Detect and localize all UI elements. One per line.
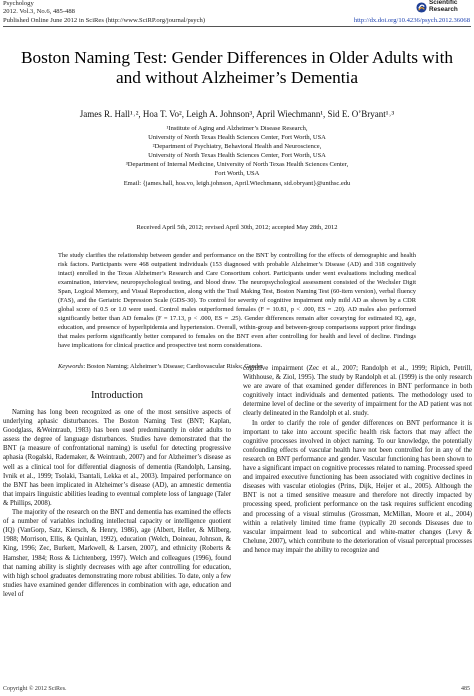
abstract (58, 251, 416, 351)
affiliation-line: Fort Worth, USA (214, 170, 260, 178)
affiliation-line: ²Department of Psychiatry, Behavioral Health and Neuroscience, (152, 143, 322, 151)
affiliation-line: ³Department of Internal Medicine, University of North Texas Health Sciences Center, (125, 161, 349, 169)
published-line: Published Online June 2012 in SciRes (http://www.SciRP.org/journal/psych) (3, 16, 206, 24)
abstract-text: The study clarifies the relationship between gender and performance on the BNT by controlling for the effects of demographic and health risk factors. Participants were 468 outpatient individuals (153 diagnosed with probable Alzheimer’s Disease (AD) and 318 cognitively intact) enrolled in the Texas Alzheimer’s Research and Care Consortium cohort. Participants under went evaluations including medical examination, interview, neuropsychological testing, and blood draw. The neuropsychological assessment consisted of the Wechsler Digit Span, Logical Memory, and Visual Reproduction, along with the Trail Making Test, Boston Naming Test (60-item version), verbal fluency (FAS), and the Geriatric Depression Scale (GDS-30). To control for severity of cognitive impairment only mild AD as shown by a CDR global score of 0.5 or 1.0 were used. Control males outperformed females (F = 10.81, p < .000, ES = .20). AD males also performed significantly better than AD females (F = 17.13, p < .000, ES = .25). Gender differences remain after covarying for estimated IQ, age, education, and presence of hyperlipidemia and hypertension. Overall, within-group and between-group comparisons support prior findings that males perform significantly better compared to females on the BNT even after controlling for health and level of decline. Findings have implications for clinical practice and prospective test norm considerations. (58, 252, 416, 350)
doi-link[interactable]: http://dx.doi.org/10.4236/psych.2012.36068 (353, 17, 470, 24)
paragraph: Naming has long been recognized as one of the most sensitive aspects of underlying aphasic disturbances. The Boston Naming Test (BNT; Kaplan, Goodglass, &Weintraub, 1983) has been used predominantly in older adults to assess the degree of language disturbances. Studies have demonstrated that the BNT (a measure of confrontational naming) is useful for detecting progressive aphasia (Rogalski, Rademaker, & Weintraub, 2007) and for Alzheimer’s disease as well as a clinical tool for differential diagnosis of dementia (Randolph, Lansing, Ivnik et al., 1999; Tsolaki, Tsantali, Lekka et al., 2003). Impaired performance on the BNT has been implicated in Alzheimer’s disease (AD), an amnestic dementia that impairs linguistic abilities leading to eventual complete loss of language (Taler & Phillips, 2008). (3, 409, 231, 507)
author-list: James R. Hall¹˒², Hoa T. Vo², Leigh A. Johnson³, April Wiechmann¹, Sid E. O’Bryant¹˒³ (79, 109, 395, 119)
publisher-logo-text: Scientific Research (429, 0, 458, 13)
paper-title: Boston Naming Test: Gender Differences in Older Adults with and without Alzheimer’s Dementia (20, 48, 454, 87)
publisher-logo-icon (416, 2, 427, 13)
paragraph: In order to clarify the role of gender differences on BNT performance it is important to take into account specific health risk factors that may affect the cognitive processes involved in object naming. To our knowledge, the potentially confounding effects of vascular health have not been controlled for in any of the research on BNT performance and gender. Vascular functioning has been shown to have a significant impact on cognitive processes related to naming. Processed speed and impaired executive functioning has been associated with cognitive declines in diseases with vascular etiologies (Prins, Dijk, Heijer et al., 2005). Although the BNT is not a timed sensitive measure and therefore not directly impacted by processing speed, proficient performance on the task requires sufficient encoding and processing of a visual stimulus (Grossman, McMillan, Moore et al., 2004) within a relatively limited time frame (typically 20 seconds Diseases due to vascular impairment lead to subcortical and white-matter changes (Levy & Chelune, 2007), which contribute to the deterioration of visual perceptual processes and hence may impair the ability to recognize and (243, 419, 472, 554)
page-number: 485 (461, 686, 470, 692)
affiliation-line: ¹Institute of Aging and Alzheimer’s Disease Research, (166, 125, 308, 132)
paragraph: cognitive impairment (Zec et al., 2007; Randolph et al., 1999; Ripich, Petrill, Withhouse, & Ziol, 1995). The study by Randolph et al. (1999) is the only research we are aware of that examined gender differences in BNT performance in both cognitively intact individuals and demented patients. The methodology used to determine level of decline or the severity of impairment for the AD patient was not clearly delineated in the Randolph et al. study. (243, 365, 472, 418)
affiliation-line: University of North Texas Health Sciences Center, Fort Worth, USA (148, 152, 326, 160)
publication-dates: Received April 5th, 2012; revised April 30th, 2012; accepted May 28th, 2012 (136, 224, 338, 231)
section-heading-introduction: Introduction (91, 390, 143, 401)
keywords-list: : Boston Naming; Alzheimer’s Disease; Cardiovascular Risks; Gender (83, 363, 264, 370)
header-divider (3, 26, 471, 27)
journal-citation: 2012. Vol.3, No.6, 485-488 (3, 8, 75, 16)
email-line: Email: {james.hall, hoa.vo, leigh.johnson, April.Wiechmann, sid.obryant}@unthsc.edu (123, 179, 351, 187)
affiliation-line: University of North Texas Health Sciences Center, Fort Worth, USA (148, 134, 326, 142)
journal-name: Psychology (3, 0, 34, 7)
body-column-left (3, 408, 231, 599)
keywords-label: Keywords (58, 363, 84, 370)
journal-header (3, 0, 205, 25)
copyright-notice: Copyright © 2012 SciRes. (3, 686, 67, 692)
paragraph: The majority of the research on the BNT and dementia has examined the effects of a number of variables including intellectual capacity or intelligence quotient (IQ) (VanGorp, Satz, Kiersch, & Henry, 1986), age (Albert, Heller, & Milberg, 1988; Morrison, Ellis, & Quinlan, 1992), education (Welch, Doineau, Johnson, & King, 1996; Zec, Burkett, Markwell, & Larsen, 2007), and ethnicity (Roberts & Hamsher, 1984; Ross & Lichtenberg, 1997). Welch and colleagues (1996), found that naming ability is slightly decreases with age after controlling for education, with high school graduates demonstrating more robust abilities. To date, only a few studies have examined gender differences in combination with age, education and level of (3, 509, 231, 598)
publisher-logo (416, 0, 470, 17)
affiliations (10, 124, 464, 188)
body-column-right (243, 364, 472, 555)
